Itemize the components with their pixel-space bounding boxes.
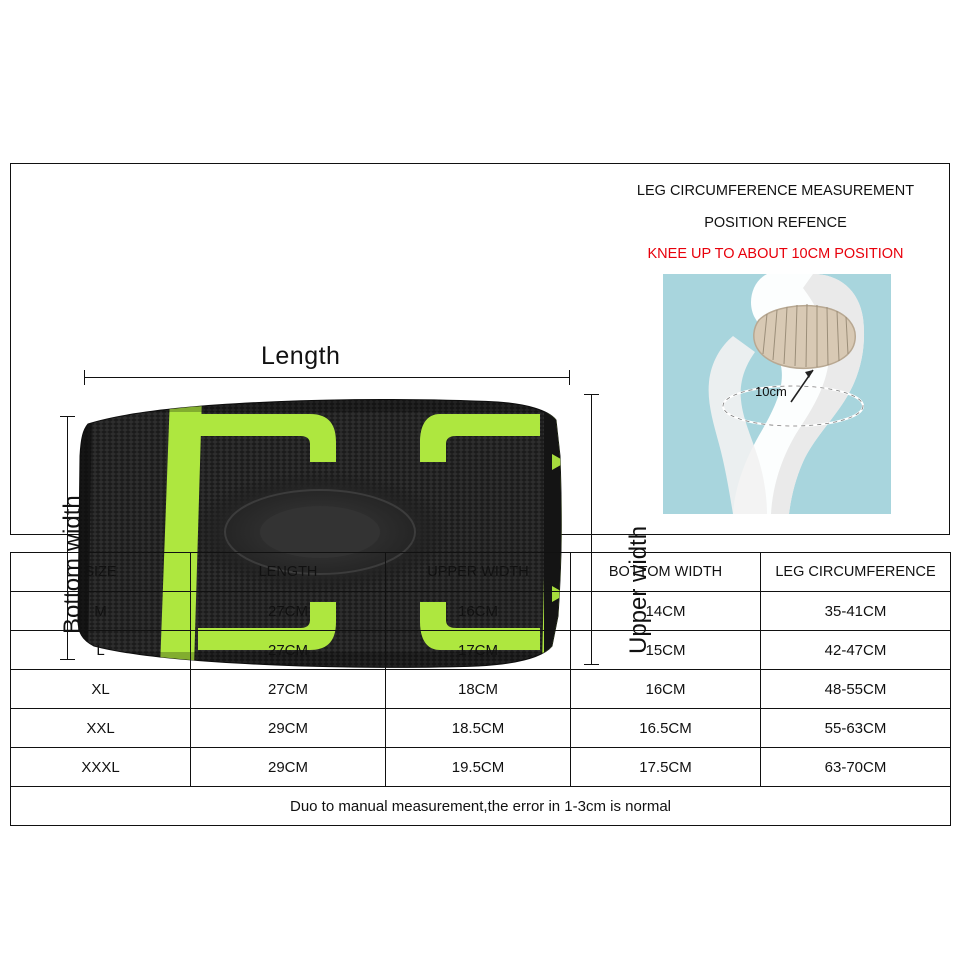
cell-bottom-width: 16.5CM (571, 709, 761, 748)
leg-illustration (663, 274, 891, 514)
cell-length: 27CM (191, 631, 386, 670)
upper-width-label: Upper width (625, 525, 652, 654)
cell-size: L (11, 631, 191, 670)
cell-upper-width: 16CM (386, 592, 571, 631)
leg-measurement-photo (663, 274, 891, 514)
cell-length: 29CM (191, 748, 386, 787)
length-dimension-line (84, 377, 570, 378)
table-header-upper-width: UPPER WIDTH (386, 553, 571, 592)
length-dimension-cap-left (84, 370, 85, 385)
length-label: Length (261, 342, 341, 370)
cell-length: 27CM (191, 592, 386, 631)
cell-size: M (11, 592, 191, 631)
bottom-width-label: Bottom width (59, 495, 86, 634)
size-table (10, 552, 951, 826)
cell-leg-circumference: 42-47CM (761, 631, 951, 670)
cell-bottom-width: 14CM (571, 592, 761, 631)
table-header-row (11, 553, 951, 592)
cell-upper-width: 17CM (386, 631, 571, 670)
table-row (11, 592, 951, 631)
measurement-reference-highlight: KNEE UP TO ABOUT 10CM POSITION (647, 246, 904, 262)
cell-length: 27CM (191, 670, 386, 709)
measurement-reference-line-1: LEG CIRCUMFERENCE MEASUREMENT (636, 183, 915, 199)
photo-caption-text: 10cm (755, 384, 787, 399)
cell-leg-circumference: 48-55CM (761, 670, 951, 709)
cell-bottom-width: 15CM (571, 631, 761, 670)
table-row (11, 709, 951, 748)
size-table-wrapper (10, 552, 950, 826)
bottom-width-dimension-cap-top (60, 416, 75, 417)
table-header-size: SIZE (11, 553, 191, 592)
measurement-reference-line-2: POSITION REFENCE (704, 215, 847, 231)
cell-upper-width: 18.5CM (386, 709, 571, 748)
length-dimension-cap-right (569, 370, 570, 385)
cell-upper-width: 18CM (386, 670, 571, 709)
table-header-bottom-width: BOTTOM WIDTH (571, 553, 761, 592)
cell-bottom-width: 17.5CM (571, 748, 761, 787)
cell-bottom-width: 16CM (571, 670, 761, 709)
cell-size: XL (11, 670, 191, 709)
table-row (11, 748, 951, 787)
table-row (11, 670, 951, 709)
cell-length: 29CM (191, 709, 386, 748)
measurement-note: Duo to manual measurement,the error in 1-3cm is normal (11, 787, 951, 826)
table-note-row (11, 787, 951, 826)
upper-width-dimension-cap-top (584, 394, 599, 395)
table-row (11, 631, 951, 670)
cell-size: XXXL (11, 748, 191, 787)
measurement-reference-panel (601, 164, 950, 534)
cell-size: XXL (11, 709, 191, 748)
table-header-length: LENGTH (191, 553, 386, 592)
cell-upper-width: 19.5CM (386, 748, 571, 787)
cell-leg-circumference: 55-63CM (761, 709, 951, 748)
cell-leg-circumference: 35-41CM (761, 592, 951, 631)
table-header-leg-circumference: LEG CIRCUMFERENCE (761, 553, 951, 592)
cell-leg-circumference: 63-70CM (761, 748, 951, 787)
